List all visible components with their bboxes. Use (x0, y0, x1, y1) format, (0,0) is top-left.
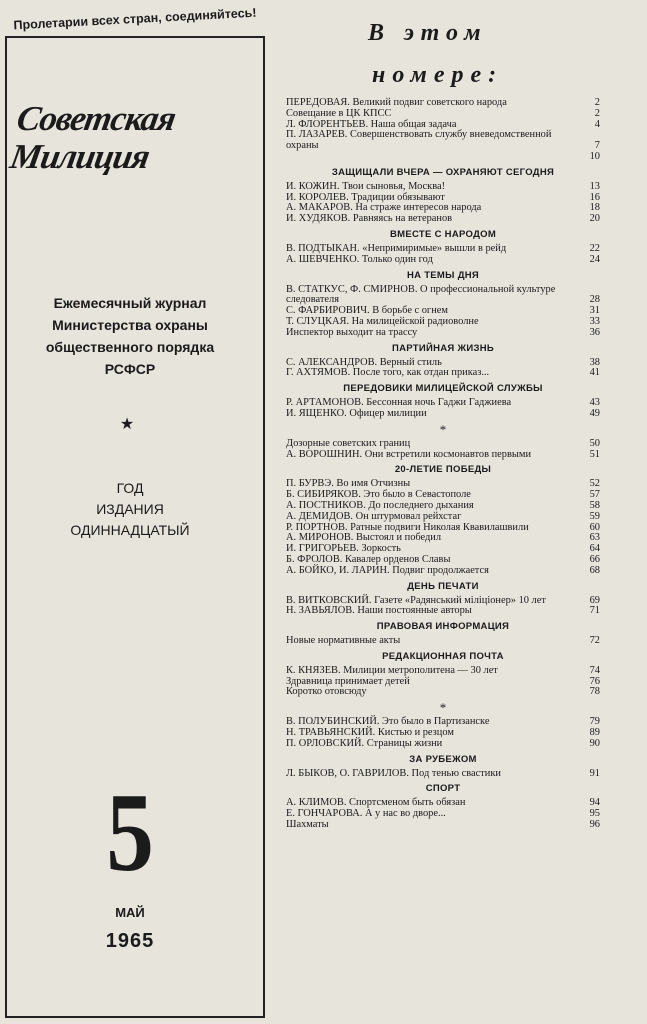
toc-section-heading: ВМЕСТЕ С НАРОДОМ (389, 228, 497, 240)
toc-entry-title: А. ДЕМИДОВ. Он штурмовал рейхстаг (286, 510, 462, 522)
toc-entry-page: 57 (589, 489, 600, 501)
toc-section-heading: ПЕРЕДОВИКИ МИЛИЦЕЙСКОЙ СЛУЖБЫ (343, 383, 543, 395)
toc-entry-title: Н. ЗАВЬЯЛОВ. Наши постоянные авторы (286, 605, 472, 617)
issue-number: 5 (106, 771, 154, 895)
toc-entry-page: 50 (589, 437, 600, 449)
toc-entry-page: 13 (589, 180, 600, 192)
star-icon: ★ (119, 416, 135, 433)
toc-entry-page: 18 (589, 202, 600, 214)
toc-section-heading: ПАРТИЙНАЯ ЖИЗНЬ (391, 342, 495, 354)
toc-entry-title: Коротко отовсюду (286, 686, 367, 698)
year-line: ОДИННАДЦАТЫЙ (70, 522, 190, 538)
toc-entry-page: 52 (589, 478, 600, 490)
toc-entry (286, 512, 600, 523)
toc-entry-title: П. ОРЛОВСКИЙ. Страницы жизни (286, 737, 443, 749)
toc-entry-title: А. БОЙКО, И. ЛАРИН. Подвиг продолжается (286, 564, 489, 576)
toc-entry-page: 94 (589, 797, 600, 809)
toc-entry-title: Л. ФЛОРЕНТЬЕВ. Наша общая задача (286, 118, 457, 130)
toc-entry-page: 38 (589, 356, 600, 368)
toc-entry (286, 285, 600, 307)
table-of-contents (286, 98, 600, 831)
section-separator: * (439, 421, 447, 437)
toc-entry-title: К. КНЯЗЕВ. Милиции метрополитена — 30 лет (286, 664, 498, 676)
toc-entry-page: 90 (589, 737, 600, 749)
toc-entry-title: И. КОРОЛЕВ. Традиции обязывают (286, 191, 445, 203)
toc-entry-page: 96 (589, 819, 600, 831)
year-line: ГОД (116, 480, 144, 496)
toc-entry-title: А. ПОСТНИКОВ. До последнего дыхания (286, 499, 474, 511)
toc-entry-page: 91 (589, 767, 600, 779)
toc-entry-page: 59 (589, 510, 600, 522)
toc-entry (286, 450, 600, 461)
toc-entry-page: 66 (589, 553, 600, 565)
toc-entry (286, 328, 600, 339)
toc-entry-page: 20 (589, 213, 600, 225)
toc-entry-page: 95 (589, 808, 600, 820)
magazine-logo (7, 100, 250, 176)
toc-entry-title: Б. ФРОЛОВ. Кавалер орденов Славы (286, 553, 451, 565)
toc-entry-page: 4 (594, 118, 600, 130)
toc-entry-title: И. ХУДЯКОВ. Равняясь на ветеранов (286, 213, 453, 225)
toc-entry-page: 69 (589, 594, 600, 606)
toc-entry-page: 63 (589, 532, 600, 544)
toc-entry-title: ПЕРЕДОВАЯ. Великий подвиг советского народа (286, 97, 507, 108)
toc-entry-title: Р. АРТАМОНОВ. Бессонная ночь Гаджи Гаджиева (286, 397, 512, 409)
issue-year: 1965 (105, 930, 155, 952)
toc-section-heading: НА ТЕМЫ ДНЯ (406, 269, 480, 281)
section-separator: * (439, 700, 447, 716)
toc-entry-title: А. ВОРОШНИН. Они встретили космонавтов первыми (286, 448, 532, 460)
toc-entry-page: 51 (589, 448, 600, 460)
issue-month: МАЙ (115, 905, 145, 920)
toc-entry-page: 10 (589, 150, 600, 162)
toc-entry-title: А. МИРОНОВ. Выстоял и победил (286, 532, 442, 544)
toc-entry-page: 74 (589, 664, 600, 676)
toc-entry-title: Е. ГОНЧАРОВА. А у нас во дворе... (286, 808, 446, 820)
toc-entry-page: 71 (589, 605, 600, 617)
toc-entry-title: Здравница принимает детей (286, 675, 410, 687)
toc-entry (286, 606, 600, 617)
toc-entry-page: 79 (589, 716, 600, 728)
toc-entry-title: С. ФАРБИРОВИЧ. В борьбе с огнем (286, 305, 448, 317)
toc-entry (286, 255, 600, 266)
toc-entry (286, 820, 600, 831)
toc-entry-title: Дозорные советских границ (286, 437, 411, 449)
toc-section-heading: ДЕНЬ ПЕЧАТИ (407, 580, 479, 592)
desc-line: общественного порядка (45, 339, 215, 355)
toc-heading (320, 12, 560, 96)
logo-line-1: Советская (14, 99, 179, 138)
toc-entry-title: И. ГРИГОРЬЕВ. Зоркость (286, 543, 401, 555)
toc-entry-page: 49 (589, 407, 600, 419)
toc-entry-page: 31 (589, 305, 600, 317)
toc-entry-title: Инспектор выходит на трассу (286, 326, 418, 338)
toc-entry-page: 22 (589, 242, 600, 254)
toc-entry-page: 33 (589, 315, 600, 327)
toc-entry-title: А. КЛИМОВ. Спортсменом быть обязан (286, 797, 466, 809)
desc-line: Ежемесячный журнал (53, 295, 207, 311)
toc-section-heading: ЗА РУБЕЖОМ (409, 753, 477, 765)
toc-entry-page: 43 (589, 397, 600, 409)
desc-line: РСФСР (104, 361, 156, 377)
toc-entry (286, 109, 600, 120)
toc-section-heading: 20-ЛЕТИЕ ПОБЕДЫ (394, 464, 492, 476)
toc-entry-page: 24 (589, 253, 600, 265)
logo-line-2: Милиция (7, 137, 153, 176)
toc-entry-page: 41 (589, 367, 600, 379)
toc-section-heading: ЗАЩИЩАЛИ ВЧЕРА — ОХРАНЯЮТ СЕГОДНЯ (331, 166, 555, 178)
toc-entry-title: В. ПОДТЫКАН. «Непримиримые» вышли в рейд (286, 242, 507, 254)
toc-entry-page: 36 (589, 326, 600, 338)
toc-section-heading: ПРАВОВАЯ ИНФОРМАЦИЯ (376, 621, 510, 633)
publisher-description (10, 292, 250, 380)
publication-year-text (10, 478, 250, 541)
desc-line: Министерства охраны (52, 317, 208, 333)
toc-entry-title: Т. СЛУЦКАЯ. На милицейской радиоволне (286, 315, 479, 327)
year-line: ИЗДАНИЯ (96, 501, 164, 517)
toc-entry-page: 28 (589, 294, 600, 306)
toc-entry-title: Н. ТРАВЬЯНСКИЙ. Кистью и резцом (286, 727, 454, 739)
toc-entry (286, 214, 600, 225)
toc-entry-page: 76 (589, 675, 600, 687)
toc-entry-page: 2 (594, 107, 600, 119)
toc-entry-page: 2 (594, 97, 600, 108)
toc-entry (286, 566, 600, 577)
toc-entry-page: 7 (594, 140, 600, 152)
toc-entry-title: Б. СИБИРЯКОВ. Это было в Севастополе (286, 489, 471, 501)
toc-entry-page: 64 (589, 543, 600, 555)
toc-entry-page: 89 (589, 727, 600, 739)
toc-entry (286, 439, 600, 450)
toc-entry-title: П. ЛАЗАРЕВ. Совершенствовать службу вневедомственной охраны (286, 129, 552, 152)
toc-entry-title: Новые нормативные акты (286, 635, 401, 647)
toc-entry-page: 58 (589, 499, 600, 511)
toc-entry (286, 182, 600, 193)
toc-entry (286, 152, 600, 163)
toc-entry-title: В. ВИТКОВСКИЙ. Газете «Радянський міліціонер» 10 лет (286, 594, 546, 606)
toc-section-heading: РЕДАКЦИОННАЯ ПОЧТА (382, 650, 504, 662)
toc-section-heading: СПОРТ (425, 783, 461, 795)
toc-entry-title: С. АЛЕКСАНДРОВ. Верный стиль (286, 356, 442, 368)
toc-entry-title: Г. АХТЯМОВ. После того, как отдан приказ... (286, 367, 490, 379)
toc-entry (286, 130, 600, 152)
toc-entry-page: 16 (589, 191, 600, 203)
toc-entry-page: 60 (589, 521, 600, 533)
toc-entry (286, 409, 600, 420)
party-motto: Пролетарии всех стран, соединяйтесь! (13, 5, 257, 33)
toc-entry-title: В. ПОЛУБИНСКИЙ. Это было в Партизанске (286, 716, 490, 728)
toc-entry-page: 78 (589, 686, 600, 698)
toc-entry-title: Р. ПОРТНОВ. Ратные подвиги Николая Квавилашвили (286, 521, 529, 533)
toc-entry-page: 68 (589, 564, 600, 576)
toc-entry (286, 368, 600, 379)
toc-entry-title: Совещание в ЦК КПСС (286, 107, 392, 119)
toc-entry-page: 72 (589, 635, 600, 647)
toc-entry-title: П. БУРВЭ. Во имя Отчизны (286, 478, 411, 490)
toc-entry-title: А. ШЕВЧЕНКО. Только один год (286, 253, 433, 265)
toc-entry (286, 687, 600, 698)
toc-entry-title: И. КОЖИН. Твои сыновья, Москва! (286, 180, 446, 192)
toc-entry-title: А. МАКАРОВ. На страже интересов народа (286, 202, 482, 214)
toc-entry (286, 769, 600, 780)
toc-entry-title: Шахматы (286, 819, 329, 831)
toc-entry (286, 636, 600, 647)
toc-entry (286, 739, 600, 750)
toc-heading-line-2: номере: (372, 62, 504, 88)
toc-heading-line-1: В этом (368, 20, 488, 46)
toc-entry-title: И. ЯЩЕНКО. Офицер милиции (286, 407, 427, 419)
toc-entry (286, 809, 600, 820)
toc-entry-title: В. СТАТКУС, Ф. СМИРНОВ. О профессиональной культуре следователя (286, 283, 556, 306)
toc-entry-title: Л. БЫКОВ, О. ГАВРИЛОВ. Под тенью свастики (286, 767, 501, 779)
